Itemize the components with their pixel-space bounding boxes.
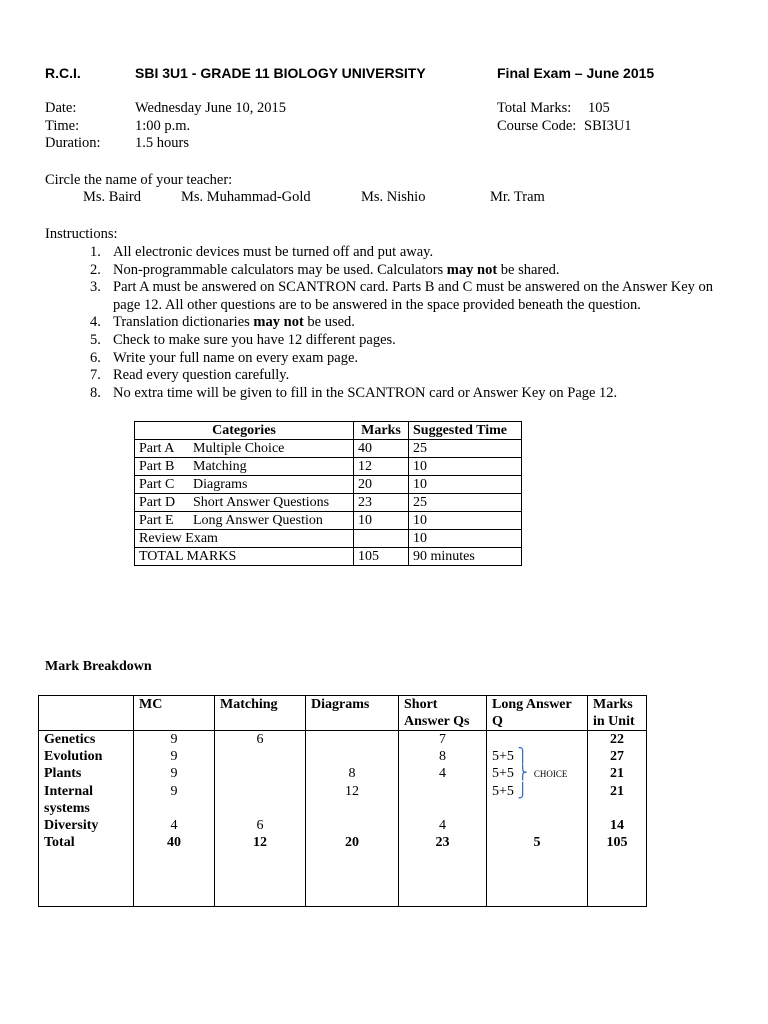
marks-cell: 10: [354, 512, 409, 530]
instruction-number: 4.: [90, 314, 101, 331]
instruction-item: [90, 279, 730, 314]
instruction-text: be used.: [303, 314, 355, 331]
teacher-name[interactable]: Ms. Muhammad-Gold: [181, 189, 311, 205]
teacher-name[interactable]: Ms. Nishio: [361, 189, 426, 205]
diagrams-cell: [306, 817, 399, 834]
choice-label: CHOICE: [533, 769, 568, 779]
unit-total-cell: 21: [588, 783, 647, 817]
instruction-item: [90, 385, 730, 403]
time-cell: 10: [409, 458, 522, 476]
unit-total-cell: 21: [588, 765, 647, 783]
mc-total-cell: 40: [134, 834, 215, 906]
short-answer-total-cell: 23: [399, 834, 487, 906]
table-row: [135, 548, 522, 566]
column-header: Marks in Unit: [588, 696, 647, 731]
categories-table: [134, 421, 522, 566]
category-cell: Matching: [189, 458, 354, 476]
instructions-heading: Instructions:: [45, 226, 118, 242]
category-cell: TOTAL MARKS: [135, 548, 354, 566]
short-answer-cell: 4: [399, 817, 487, 834]
table-row: [39, 731, 647, 749]
long-answer-value: 5+5: [492, 784, 514, 799]
mc-cell: 9: [134, 748, 215, 765]
exam-title: Final Exam – June 2015: [497, 65, 655, 81]
table-row: [39, 817, 647, 834]
instruction-item: [90, 332, 730, 350]
instruction-item: [90, 262, 730, 280]
column-header: Short Answer Qs: [399, 696, 487, 731]
instruction-text: Non-programmable calculators may be used. Calculators: [113, 261, 447, 278]
short-answer-cell: 8: [399, 748, 487, 765]
time-cell: 10: [409, 512, 522, 530]
short-answer-cell: 7: [399, 731, 487, 749]
instruction-number: 7.: [90, 367, 101, 384]
long-answer-cell: [487, 748, 588, 765]
category-cell: Long Answer Question: [189, 512, 354, 530]
marks-cell: 23: [354, 494, 409, 512]
long-answer-cell: [487, 731, 588, 749]
column-header: Marks: [354, 422, 409, 440]
marks-cell: 105: [354, 548, 409, 566]
brace-icon: ⎭: [517, 784, 528, 799]
diagrams-total-cell: 20: [306, 834, 399, 906]
unit-cell: Internal systems: [39, 783, 134, 817]
table-row: [135, 440, 522, 458]
diagrams-cell: 8: [306, 765, 399, 783]
mark-breakdown-table: [38, 695, 647, 907]
part-cell: Part E: [135, 512, 190, 530]
marks-cell: 40: [354, 440, 409, 458]
table-row: [135, 512, 522, 530]
unit-total-cell: 14: [588, 817, 647, 834]
instruction-number: 6.: [90, 349, 101, 366]
unit-cell: Genetics: [39, 731, 134, 749]
instruction-emphasis: may not: [446, 261, 498, 278]
column-header: [39, 696, 134, 731]
mc-cell: 4: [134, 817, 215, 834]
matching-cell: [215, 748, 306, 765]
instruction-number: 3.: [90, 279, 101, 296]
diagrams-cell: 12: [306, 783, 399, 817]
instruction-item: [90, 367, 730, 385]
marks-cell: [354, 530, 409, 548]
table-row: [135, 494, 522, 512]
time-label: Time:: [45, 118, 80, 134]
instruction-emphasis: may not: [253, 314, 304, 331]
mc-cell: 9: [134, 765, 215, 783]
total-label-cell: Total: [39, 834, 134, 906]
time-value: 1:00 p.m.: [135, 118, 191, 134]
brace-icon: ⎬: [517, 766, 528, 781]
column-header: Suggested Time: [409, 422, 522, 440]
instruction-text: Part A must be answered on SCANTRON card. Parts B and C must be answered on the Answer Key on page 12. All other questions are to be answered in the space provided beneath the question.: [113, 279, 714, 313]
short-answer-cell: 4: [399, 765, 487, 783]
table-row: [135, 476, 522, 494]
time-cell: 25: [409, 440, 522, 458]
unit-total-cell: 22: [588, 731, 647, 749]
matching-cell: 6: [215, 731, 306, 749]
instruction-item: [90, 244, 730, 262]
time-cell: 10: [409, 476, 522, 494]
long-answer-value: 5+5: [492, 766, 514, 781]
total-marks-value: 105: [588, 100, 610, 116]
long-answer-cell: [487, 765, 588, 783]
instruction-number: 1.: [90, 244, 101, 260]
instruction-item: [90, 350, 730, 368]
teacher-prompt: Circle the name of your teacher:: [45, 172, 233, 188]
column-header: Diagrams: [306, 696, 399, 731]
mc-cell: 9: [134, 783, 215, 817]
time-cell: 90 minutes: [409, 548, 522, 566]
instruction-number: 5.: [90, 331, 101, 348]
column-header: Matching: [215, 696, 306, 731]
time-cell: 10: [409, 530, 522, 548]
school-name: R.C.I.: [45, 65, 81, 81]
instruction-text: be shared.: [497, 261, 560, 278]
category-cell: Multiple Choice: [189, 440, 354, 458]
table-row: [39, 783, 647, 817]
instruction-text: No extra time will be given to fill in the SCANTRON card or Answer Key on Page 12.: [113, 384, 618, 401]
course-code-label: Course Code:: [497, 118, 577, 134]
part-cell: Part D: [135, 494, 190, 512]
matching-cell: [215, 765, 306, 783]
instruction-text: Read every question carefully.: [113, 367, 290, 384]
column-header: Categories: [135, 422, 354, 440]
category-cell: Review Exam: [135, 530, 354, 548]
course-code-value: SBI3U1: [584, 118, 632, 134]
time-cell: 25: [409, 494, 522, 512]
mark-breakdown-title: Mark Breakdown: [45, 659, 152, 674]
unit-cell: Evolution: [39, 748, 134, 765]
instructions-list: [90, 244, 730, 402]
unit-cell: Plants: [39, 765, 134, 783]
long-answer-value: 5+5: [492, 749, 514, 764]
column-header: MC: [134, 696, 215, 731]
category-cell: Diagrams: [189, 476, 354, 494]
brace-icon: ⎫: [517, 749, 528, 764]
part-cell: Part C: [135, 476, 190, 494]
instruction-text: Write your full name on every exam page.: [113, 349, 359, 366]
date-label: Date:: [45, 100, 77, 116]
marks-cell: 20: [354, 476, 409, 494]
table-row: [39, 748, 647, 765]
diagrams-cell: [306, 748, 399, 765]
diagrams-cell: [306, 731, 399, 749]
instruction-text: Translation dictionaries: [113, 314, 254, 331]
date-value: Wednesday June 10, 2015: [135, 100, 287, 116]
instruction-text: All electronic devices must be turned off and put away.: [113, 244, 434, 260]
category-cell: Short Answer Questions: [189, 494, 354, 512]
mc-cell: 9: [134, 731, 215, 749]
duration-value: 1.5 hours: [135, 135, 189, 151]
long-answer-total-cell: 5: [487, 834, 588, 906]
unit-total-cell: 27: [588, 748, 647, 765]
table-row: [135, 530, 522, 548]
table-row-total: [39, 834, 647, 906]
instruction-item: [90, 314, 730, 332]
long-answer-cell: [487, 817, 588, 834]
teacher-name[interactable]: Ms. Baird: [83, 189, 141, 205]
table-row: [135, 458, 522, 476]
column-header: Long Answer Q: [487, 696, 588, 731]
instruction-number: 2.: [90, 261, 101, 278]
instruction-text: Check to make sure you have 12 different pages.: [113, 331, 396, 348]
grand-total-cell: 105: [588, 834, 647, 906]
long-answer-cell: [487, 783, 588, 817]
short-answer-cell: [399, 783, 487, 817]
course-title: SBI 3U1 - GRADE 11 BIOLOGY UNIVERSITY: [135, 65, 426, 81]
part-cell: Part B: [135, 458, 190, 476]
marks-cell: 12: [354, 458, 409, 476]
teacher-name[interactable]: Mr. Tram: [490, 189, 545, 205]
duration-label: Duration:: [45, 135, 101, 151]
matching-total-cell: 12: [215, 834, 306, 906]
unit-cell: Diversity: [39, 817, 134, 834]
instruction-number: 8.: [90, 384, 101, 401]
matching-cell: 6: [215, 817, 306, 834]
table-row: [39, 765, 647, 783]
matching-cell: [215, 783, 306, 817]
part-cell: Part A: [135, 440, 190, 458]
total-marks-label: Total Marks:: [497, 100, 572, 116]
